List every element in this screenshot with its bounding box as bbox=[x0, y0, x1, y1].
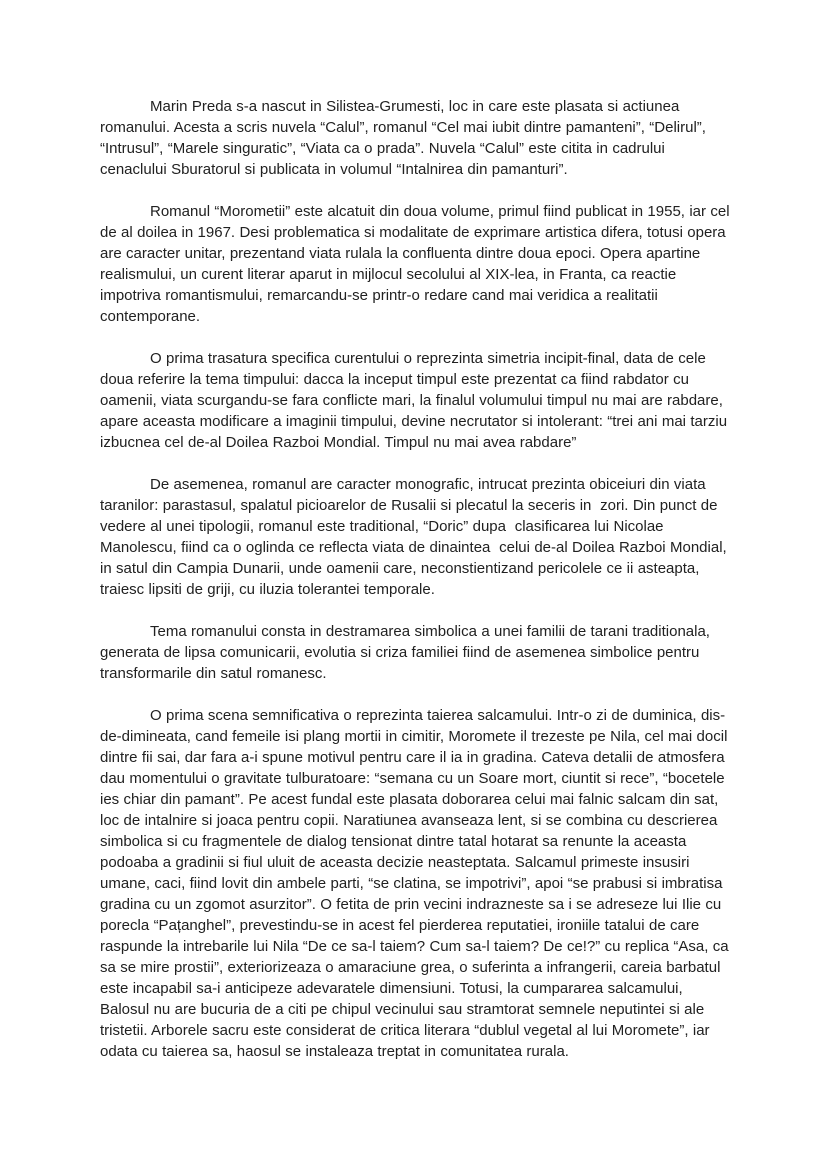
paragraph-monographic-character: De asemenea, romanul are caracter monografic, intrucat prezinta obiceiuri din viata taranilor: parastasul, spalatul picioarelor de Rusalii si plecatul la seceris in zori. Din punct de vedere al unei tipologii, romanul este traditional, “Doric” dupa clasificarea lui Nicolae Manolescu, fiind ca o oglinda ce reflecta viata de dinaintea celui de-al Doilea Razboi Mondial, in satul din Campia Dunarii, unde oamenii care, neconstientizand pericolele ce ii asteapta, traiesc lipsiti de griji, cu iluzia tolerantei temporale. bbox=[100, 476, 732, 598]
paragraph-biography-marin-preda: Marin Preda s-a nascut in Silistea-Grumesti, loc in care este plasata si actiunea romanului. Acesta a scris nuvela “Calul”, romanul “Cel mai iubit dintre pamanteni”, “Delirul”, “Intrusul”, “Marele singuratic”, “Viata ca o prada”. Nuvela “Calul” este citita in cadrului cenaclului Sburatorul si publicata in volumul “Intalnirea din pamanturi”. bbox=[100, 98, 711, 178]
paragraph-incipit-final-symmetry: O prima trasatura specifica curentului o reprezinta simetria incipit-final, data de cele doua referire la tema timpului: dacca la inceput timpul este prezentat ca fiind rabdator cu oamenii, viata scurgandu-se fara conflicte mari, la finalul volumului timpul nu mai are rabdare, apare aceasta modificare a imaginii timpului, devine necrutator si intolerant: “trei ani mai tarziu izbucnea cel de-al Doilea Razboi Mondial. Timpul nu mai avea rabdare” bbox=[100, 350, 732, 451]
document-text-body bbox=[100, 96, 733, 1083]
paragraph-theme-family: Tema romanului consta in destramarea simbolica a unei familii de tarani traditionala, generata de lipsa comunicarii, evolutia si criza familiei fiind de asemenea simbolice pentru transformarile din satul romanesc. bbox=[100, 623, 715, 682]
paragraph-novel-volumes-realism: Romanul “Morometii” este alcatuit din doua volume, primul fiind publicat in 1955, iar cel de al doilea in 1967. Desi problematica si modalitate de exprimare artistica difera, totusi opera are caracter unitar, prezentand viata rulala la confluenta dintre doua epoci. Opera apartine realismului, un curent literar aparut in mijlocul secolului al XIX-lea, in Franta, ca reactie impotriva romantismului, remarcandu-se printr-o redare cand mai veridica a realitatii contemporane. bbox=[100, 203, 734, 325]
paragraph-acacia-cutting-scene: O prima scena semnificativa o reprezinta taierea salcamului. Intr-o zi de duminica, dis-de-dimineata, cand femeile isi plang mortii in cimitir, Moromete il trezeste pe Nila, cel mai docil dintre fii sai, dar fara a-i spune motivul pentru care il ia in gradina. Cateva detalii de atmosfera dau momentului o gravitate tulburatoare: “semana cu un Soare mort, ciuntit si rece”, “bocetele ies chiar din pamant”. Pe acest fundal este plasata doborarea celui mai falnic salcam din sat, loc de intalnire si joaca pentru copii. Naratiunea avanseaza lent, si se combina cu descrierea simbolica si cu fragmentele de dialog tensionat dintre tatal hotarat sa renunte la aceasta podoaba a gradinii si fiul uluit de aceasta decizie neasteptata. Salcamul primeste insusiri umane, caci, fiind lovit din ambele parti, “se clatina, se impotrivi”, apoi “se prabusi si imbratisa gradina cu un zgomot asurzitor”. O fetita de prin vecini indrazneste sa i se adreseze lui Ilie cu porecla “Pațanghel”, prevestindu-se in acest fel pierderea reputatiei, ironiile tatalui de care raspunde la intrebarile lui Nila “De ce sa-l taiem? Cum sa-l taiem? De ce!?” cu replica “Asa, ca sa se mire prostii”, exteriorizeaza o amaraciune grea, o suferinta a infrangerii, careia barbatul este incapabil sa-i anticipeze adevaratele dimensiuni. Totusi, la cumpararea salcamului, Balosul nu are bucuria de a citi pe chipul vecinului sau stramtorat semnele neputintei si ale tristetii. Arborele sacru este considerat de critica literara “dublul vegetal al lui Moromete”, iar odata cu taierea sa, haosul se instaleaza treptat in comunitatea rurala. bbox=[100, 707, 734, 1060]
